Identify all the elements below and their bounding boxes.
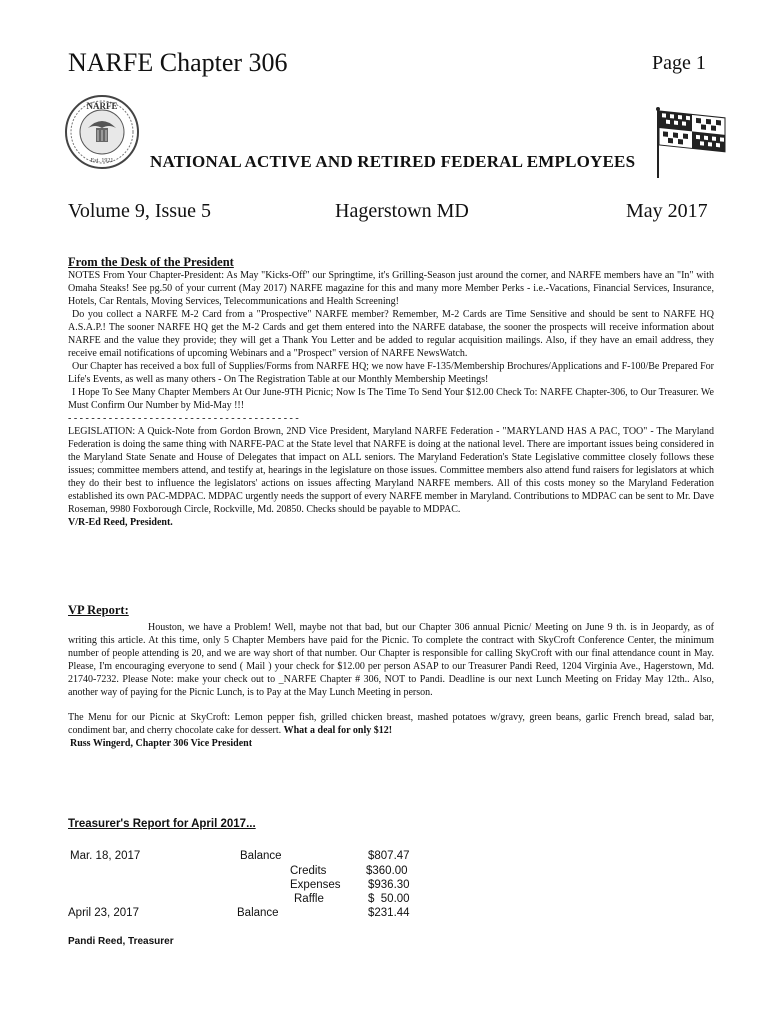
page-number: Page 1: [652, 52, 706, 74]
svg-text:NARFE: NARFE: [86, 101, 118, 111]
president-heading: From the Desk of the President: [68, 255, 234, 269]
vp-paragraph-2: [68, 711, 714, 737]
vp-signature: Russ Wingerd, Chapter 306 Vice President: [70, 738, 253, 749]
vp-section: [68, 604, 714, 750]
treasurer-raffle: $ 50.00: [368, 893, 410, 905]
vp-heading: VP Report:: [68, 603, 129, 617]
location: Hagerstown MD: [335, 200, 469, 222]
legislation-paragraph: LEGISLATION: A Quick-Note from Gordon Brown, 2ND Vice President, Maryland NARFE Federation - "MARYLAND HAS A PAC, TOO" - The Maryland Federation is doing the same thing with NARFE-PAC at the State level that NARFE is doing at the national level. There are important issues being considered in the Maryland State Senate and House of Delegates that impact on ALL seniors. The Maryland Federation's State Legislative committee closely follows these issues; committee members attend, and testify at, hearings in the legislature on those issues. Committee members also attend fund raisers for legislators at which they do their best to influence the legislators' actions on issues affecting Maryland NARFE members. All of this costs money so the Maryland Federation established its own PAC-MDPAC. MDPAC urgently needs the support of every NARFE member in Maryland. Contributions to MDPAC can be sent to Mr. Dave Roseman, 9980 Foxborough Circle, Rockville, Md. 20850. Checks should be payable to MDPAC.: [68, 426, 714, 515]
president-signature: V/R-Ed Reed, President.: [68, 517, 173, 528]
treasurer-balance-label-2: Balance: [237, 907, 279, 919]
treasurer-heading: Treasurer's Report for April 2017...: [68, 818, 256, 830]
treasurer-expenses-label: Expenses: [290, 879, 341, 891]
newsletter-title: NARFE Chapter 306: [68, 48, 288, 77]
vp-deal-text: What a deal for only $12!: [283, 725, 393, 736]
vp-menu-text: The Menu for our Picnic at SkyCroft: Lemon pepper fish, grilled chicken breast, mashed potatoes w/gravy, green beans, garlic French bread, salad bar, condiment bar, and cherry chocolate cake for dessert.: [68, 712, 714, 736]
organization-name: NATIONAL ACTIVE AND RETIRED FEDERAL EMPLOYEES: [150, 152, 636, 171]
president-paragraph-3: Our Chapter has received a box full of Supplies/Forms from NARFE HQ; we now have F-135/Membership Brochures/Applications and F-100/Be Prepared For Life's Events, as well as many others - On The Registration Table at our Monthly Membership Meetings!: [68, 361, 714, 385]
volume-issue: Volume 9, Issue 5: [68, 200, 211, 222]
treasurer-balance-label-1: Balance: [240, 850, 282, 862]
treasurer-balance-2: $231.44: [368, 907, 410, 919]
treasurer-credits-label: Credits: [290, 865, 327, 877]
svg-text:Est. 1921: Est. 1921: [90, 158, 114, 164]
treasurer-expenses: $936.30: [368, 879, 410, 891]
president-paragraph-1: NOTES From Your Chapter-President: As May "Kicks-Off" our Springtime, it's Grilling-Season just around the corner, and NARFE members have an "In" with Omaha Steaks! See pg.50 of your current (May 2017) NARFE magazine for this and many more Member Perks - i.e.-Vacations, Financial Services, Insurance, Hotels, Car Rentals, Moving Services, Telecommunications and Health Screening!: [68, 270, 714, 307]
narfe-seal-logo: [64, 94, 140, 170]
treasurer-raffle-label: Raffle: [294, 893, 324, 905]
divider: - - - - - - - - - - - - - - - - - - - - - - - - - - - - - - - - - - - - - - - -: [68, 413, 299, 424]
treasurer-date-2: April 23, 2017: [68, 907, 139, 919]
treasurer-date-1: Mar. 18, 2017: [70, 850, 141, 862]
president-paragraph-2: Do you collect a NARFE M-2 Card from a "Prospective" NARFE member? Remember, M-2 Cards are Time Sensitive and should be sent to NARFE HQ A.S.A.P.! The sooner NARFE HQ get the M-2 Cards and get them entered into the NARFE database, the sooner the prospects will receive information about NARFE and the value they provide; they will get a Thank You Letter and be added to regular acquisition mailings. Also, if they have an email address, they receive email notifications of upcoming Webinars and a "Prospect" version of NARFE NewsWatch.: [68, 309, 714, 359]
issue-date: May 2017: [626, 200, 708, 222]
president-section: [68, 256, 714, 529]
treasurer-credits: $360.00: [366, 865, 408, 877]
vp-paragraph-1: Houston, we have a Problem! Well, maybe not that bad, but our Chapter 306 annual Picnic/ Meeting on June 9 th. is in Jeopardy, as of writing this article. At this time, only 5 Chapter Members have paid for the Picnic. To complete the contract with SkyCroft Conference Center, the minimum number of people attending is 20, and we are way short of that number. Our Chapter is responsible for calling SkyCroft with our final attendance count in May. Please, I'm encouraging everyone to send ( Mail ) your check for $12.00 per person ASAP to our Treasurer Pandi Reed, 1204 Virginia Ave., Hagerstown, Md. 21740-7232. Please Note: make your check out to _NARFE Chapter # 306, NOT to Pandi. Deadline is our next Lunch Meeting on Friday May 12th.. Also, another way of paying for the Picnic Lunch, is to Pay at the May Lunch Meeting in person.: [68, 622, 714, 698]
maryland-flag-icon: [650, 100, 730, 180]
president-paragraph-4: I Hope To See Many Chapter Members At Our June-9TH Picnic; Now Is The Time To Send Your $12.00 Check To: NARFE Chapter-306, to Our Treasurer. We Must Confirm Our Number by Mid-May !!!: [68, 387, 714, 411]
treasurer-balance-1: $807.47: [368, 850, 410, 862]
treasurer-signature: Pandi Reed, Treasurer: [68, 936, 174, 947]
